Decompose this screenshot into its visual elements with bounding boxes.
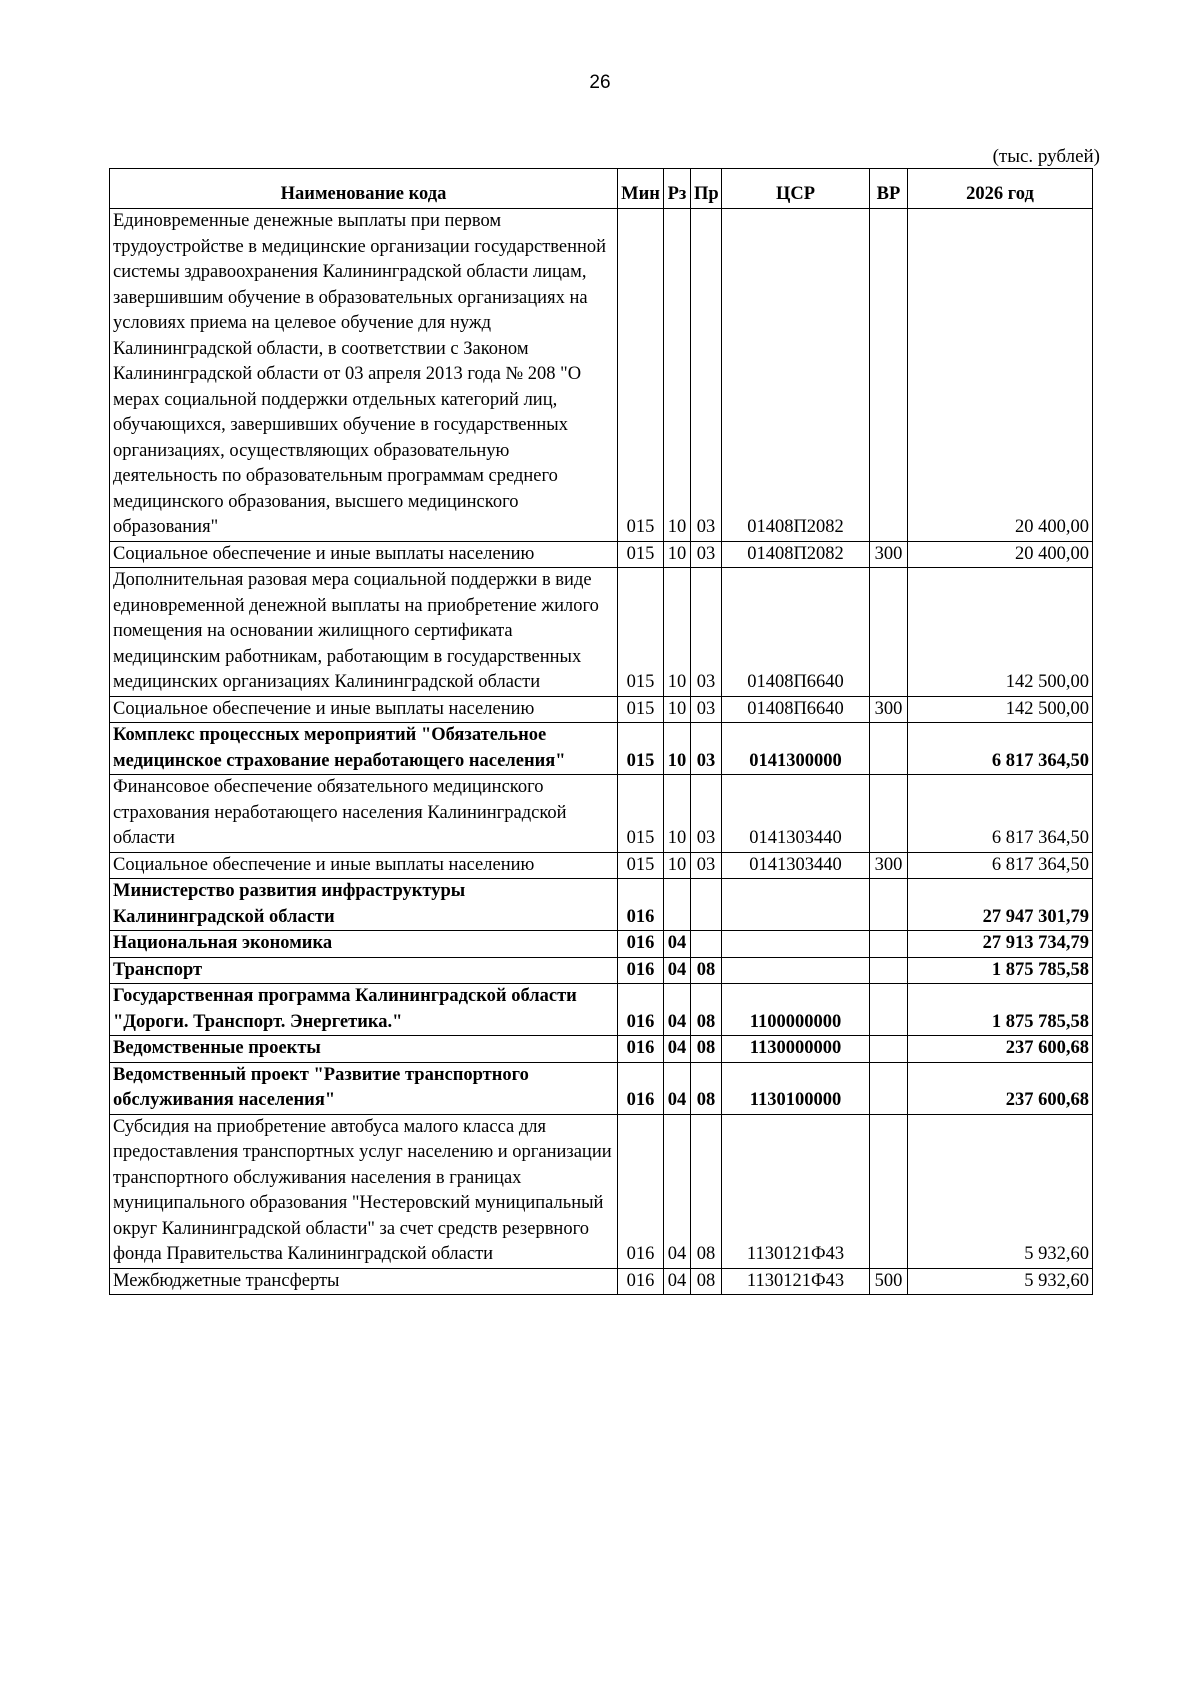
cell-min: 016 <box>618 957 664 984</box>
table-row <box>110 931 1093 958</box>
cell-csr: 1100000000 <box>722 984 870 1036</box>
cell-amount: 237 600,68 <box>908 1036 1093 1063</box>
table-row <box>110 723 1093 775</box>
cell-min: 015 <box>618 723 664 775</box>
cell-csr: 0141303440 <box>722 775 870 853</box>
cell-name: Ведомственные проекты <box>110 1036 618 1063</box>
cell-min: 015 <box>618 541 664 568</box>
cell-min: 015 <box>618 775 664 853</box>
cell-min: 016 <box>618 1114 664 1268</box>
cell-vr <box>870 984 908 1036</box>
cell-name: Финансовое обеспечение обязательного медицинского страхования неработающего населения Калининградской области <box>110 775 618 853</box>
cell-min: 015 <box>618 568 664 697</box>
cell-rz: 04 <box>664 1114 691 1268</box>
cell-amount: 20 400,00 <box>908 541 1093 568</box>
cell-amount: 142 500,00 <box>908 696 1093 723</box>
cell-pr: 08 <box>691 957 722 984</box>
cell-name: Единовременные денежные выплаты при первом трудоустройстве в медицинские организации государственной системы здравоохранения Калининградской области лицам, завершившим обучение в образовательных организациях на условиях приема на целевое обучение для нужд Калининградской области, в соответствии с Законом Калининградской области от 03 апреля 2013 года № 208 "О мерах социальной поддержки отдельных категорий лиц, обучающихся, завершивших обучение в государственных организациях, осуществляющих образовательную деятельность по образовательным программам среднего медицинского образования, высшего медицинского образования" <box>110 209 618 542</box>
cell-pr: 03 <box>691 696 722 723</box>
cell-amount: 5 932,60 <box>908 1268 1093 1295</box>
table-row <box>110 984 1093 1036</box>
cell-amount: 1 875 785,58 <box>908 957 1093 984</box>
cell-min: 015 <box>618 696 664 723</box>
cell-csr: 0141300000 <box>722 723 870 775</box>
cell-amount: 6 817 364,50 <box>908 723 1093 775</box>
cell-min: 016 <box>618 1062 664 1114</box>
cell-vr: 300 <box>870 696 908 723</box>
cell-csr: 01408П6640 <box>722 568 870 697</box>
table-row <box>110 852 1093 879</box>
cell-vr: 500 <box>870 1268 908 1295</box>
cell-min: 016 <box>618 1036 664 1063</box>
cell-rz: 10 <box>664 723 691 775</box>
table-row <box>110 1268 1093 1295</box>
cell-csr: 1130100000 <box>722 1062 870 1114</box>
cell-vr <box>870 209 908 542</box>
cell-pr: 08 <box>691 984 722 1036</box>
cell-amount: 6 817 364,50 <box>908 852 1093 879</box>
cell-csr: 01408П2082 <box>722 209 870 542</box>
cell-rz: 10 <box>664 568 691 697</box>
cell-name: Министерство развития инфраструктуры Калининградской области <box>110 879 618 931</box>
table-row <box>110 957 1093 984</box>
cell-amount: 27 913 734,79 <box>908 931 1093 958</box>
cell-csr <box>722 931 870 958</box>
cell-pr <box>691 879 722 931</box>
cell-vr <box>870 931 908 958</box>
table-row <box>110 775 1093 853</box>
cell-pr <box>691 931 722 958</box>
cell-pr: 08 <box>691 1114 722 1268</box>
cell-amount: 142 500,00 <box>908 568 1093 697</box>
header-rz: Рз <box>664 169 691 209</box>
cell-min: 015 <box>618 209 664 542</box>
cell-rz: 04 <box>664 1062 691 1114</box>
header-csr: ЦСР <box>722 169 870 209</box>
cell-name: Социальное обеспечение и иные выплаты населению <box>110 852 618 879</box>
cell-vr: 300 <box>870 541 908 568</box>
table-row <box>110 879 1093 931</box>
cell-name: Субсидия на приобретение автобуса малого класса для предоставления транспортных услуг населению и организации транспортного обслуживания населения в границах муниципального образования "Нестеровский муниципальный округ Калининградской области" за счет средств резервного фонда Правительства Калининградской области <box>110 1114 618 1268</box>
cell-vr <box>870 1036 908 1063</box>
cell-name: Национальная экономика <box>110 931 618 958</box>
table-row <box>110 1114 1093 1268</box>
cell-amount: 20 400,00 <box>908 209 1093 542</box>
cell-min: 016 <box>618 984 664 1036</box>
cell-pr: 08 <box>691 1062 722 1114</box>
cell-rz: 04 <box>664 1268 691 1295</box>
cell-name: Транспорт <box>110 957 618 984</box>
cell-rz: 10 <box>664 852 691 879</box>
cell-name: Государственная программа Калининградской области "Дороги. Транспорт. Энергетика." <box>110 984 618 1036</box>
header-min: Мин <box>618 169 664 209</box>
table-row <box>110 568 1093 697</box>
cell-pr: 03 <box>691 723 722 775</box>
cell-rz: 10 <box>664 209 691 542</box>
cell-rz <box>664 879 691 931</box>
cell-amount: 6 817 364,50 <box>908 775 1093 853</box>
cell-csr: 01408П6640 <box>722 696 870 723</box>
cell-vr <box>870 568 908 697</box>
cell-name: Ведомственный проект "Развитие транспортного обслуживания населения" <box>110 1062 618 1114</box>
cell-name: Комплекс процессных мероприятий "Обязательное медицинское страхование неработающего населения" <box>110 723 618 775</box>
cell-name: Социальное обеспечение и иные выплаты населению <box>110 541 618 568</box>
units-label: (тыс. рублей) <box>992 146 1100 167</box>
table-row <box>110 209 1093 542</box>
cell-amount: 1 875 785,58 <box>908 984 1093 1036</box>
cell-min: 016 <box>618 1268 664 1295</box>
cell-rz: 04 <box>664 957 691 984</box>
cell-vr <box>870 775 908 853</box>
table-header-row <box>110 169 1093 209</box>
cell-vr <box>870 879 908 931</box>
header-vr: ВР <box>870 169 908 209</box>
cell-min: 015 <box>618 852 664 879</box>
page-number: 26 <box>589 72 611 93</box>
cell-rz: 10 <box>664 696 691 723</box>
cell-rz: 04 <box>664 1036 691 1063</box>
cell-pr: 03 <box>691 568 722 697</box>
cell-csr: 0141303440 <box>722 852 870 879</box>
header-year: 2026 год <box>908 169 1093 209</box>
header-pr: Пр <box>691 169 722 209</box>
cell-csr: 1130121Ф43 <box>722 1268 870 1295</box>
cell-min: 016 <box>618 879 664 931</box>
cell-amount: 5 932,60 <box>908 1114 1093 1268</box>
cell-csr: 01408П2082 <box>722 541 870 568</box>
cell-min: 016 <box>618 931 664 958</box>
cell-vr <box>870 723 908 775</box>
table-row <box>110 696 1093 723</box>
cell-vr: 300 <box>870 852 908 879</box>
table-row <box>110 541 1093 568</box>
cell-pr: 03 <box>691 541 722 568</box>
cell-rz: 10 <box>664 541 691 568</box>
cell-pr: 03 <box>691 209 722 542</box>
header-name: Наименование кода <box>110 169 618 209</box>
cell-name: Межбюджетные трансферты <box>110 1268 618 1295</box>
cell-csr <box>722 957 870 984</box>
table-row <box>110 1062 1093 1114</box>
cell-csr <box>722 879 870 931</box>
cell-amount: 27 947 301,79 <box>908 879 1093 931</box>
cell-rz: 04 <box>664 931 691 958</box>
cell-pr: 08 <box>691 1268 722 1295</box>
table-row <box>110 1036 1093 1063</box>
cell-name: Дополнительная разовая мера социальной поддержки в виде единовременной денежной выплаты на приобретение жилого помещения на основании жилищного сертификата медицинским работникам, работающим в государственных медицинских организациях Калининградской области <box>110 568 618 697</box>
cell-amount: 237 600,68 <box>908 1062 1093 1114</box>
budget-table <box>109 168 1093 1295</box>
cell-rz: 04 <box>664 984 691 1036</box>
cell-csr: 1130121Ф43 <box>722 1114 870 1268</box>
cell-csr: 1130000000 <box>722 1036 870 1063</box>
cell-rz: 10 <box>664 775 691 853</box>
cell-pr: 03 <box>691 852 722 879</box>
cell-name: Социальное обеспечение и иные выплаты населению <box>110 696 618 723</box>
cell-pr: 03 <box>691 775 722 853</box>
cell-vr <box>870 1114 908 1268</box>
cell-pr: 08 <box>691 1036 722 1063</box>
cell-vr <box>870 957 908 984</box>
cell-vr <box>870 1062 908 1114</box>
